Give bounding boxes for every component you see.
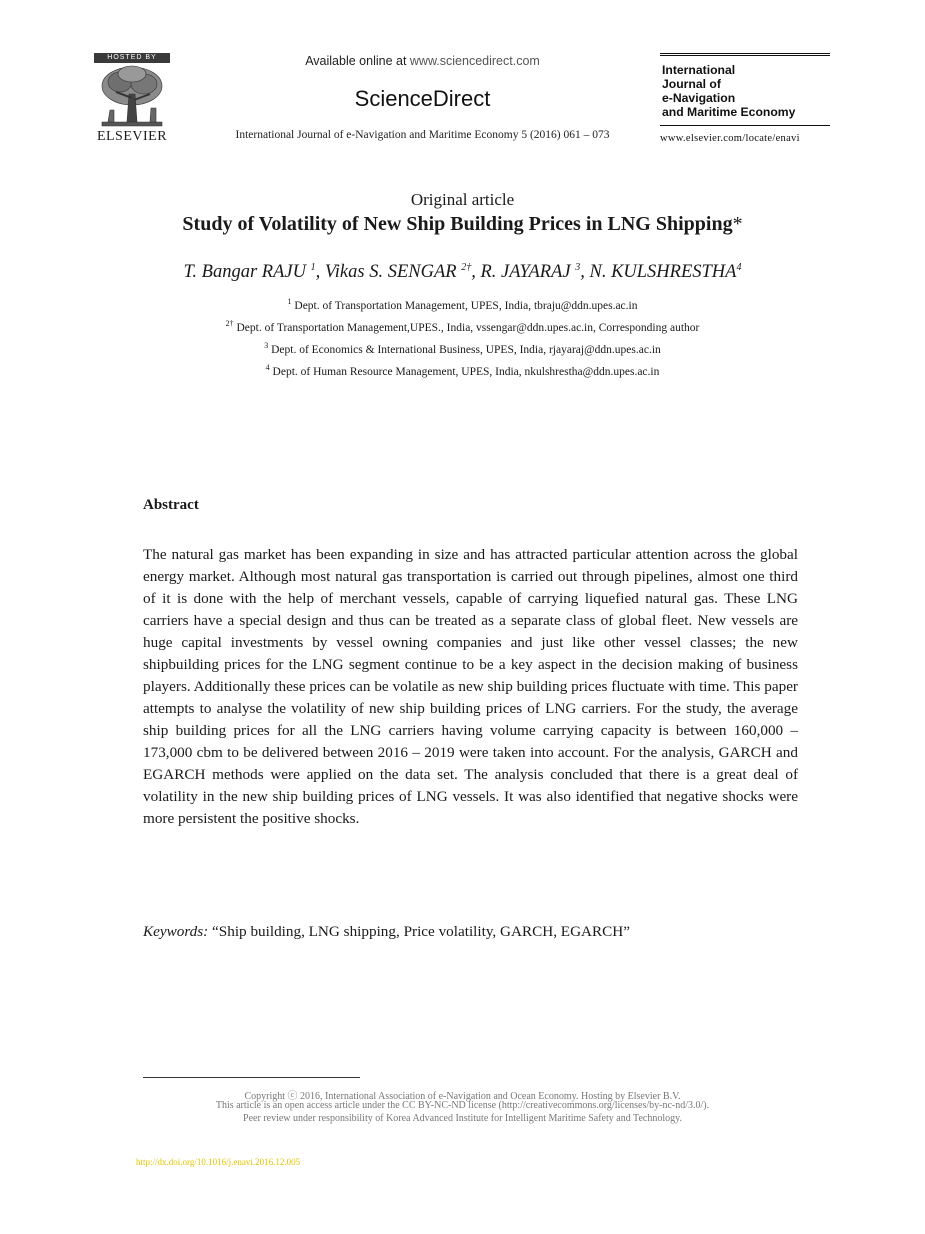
elsevier-logo [94,53,170,145]
author-affil-mark: 2† [461,262,472,273]
journal-title [662,63,795,119]
title-footnote-mark: * [732,213,743,235]
journal-citation: International Journal of e-Navigation and Maritime Economy 5 (2016) 061 – 073 [235,129,610,141]
hosted-by-label: HOSTED BY [94,53,170,63]
journal-title-line: and Maritime Economy [662,105,796,119]
copyright-line: Copyright ⓒ 2016, International Association of e-Navigation and Ocean Economy. Hosting by Elsevier B.V. [244,1091,681,1102]
author-name: , N. KULSHRESTHA [580,262,737,283]
journal-masthead [660,53,830,145]
affiliation-mark: 1 [287,297,292,306]
journal-title-line: e-Navigation [662,91,736,105]
doi-link[interactable]: http://dx.doi.org/10.1016/j.enavi.2016.12.005 [136,1157,301,1167]
available-online [200,54,645,68]
affiliation-mark: 3 [264,341,269,350]
keywords-label: Keywords: [143,923,209,940]
author-affil-mark: 3 [575,262,581,273]
abstract-body: The natural gas market has been expanding in size and has attracted particular attention across the global energy market. Although most natural gas transportation is carried out through pipelines, almost one third of it is done with the help of merchant vessels, capable of carrying liquefied natural gas. These LNG carriers have a special design and thus can be treated as a separate class of global fleet. New vessels are huge capital investments by vessel owning companies and just like other vessel classes; the new shipbuilding prices for the LNG segment continue to be a key aspect in the decision making of business players. Additionally these prices can be volatile as new ship building prices fluctuate with time. This paper attempts to analyse the volatility of new ship building prices of LNG carriers. For the study, the average ship building prices for all the LNG carriers having volume carrying capacity is between 160,000 – 173,000 cbm to be delivered between 2016 – 2019 were taken into account. For the analysis, GARCH and EGARCH methods were applied on the data set. The analysis concluded that there is a great deal of volatility in the new ship building prices of LNG vessels. It was also identified that negative shocks were more persistent the positive shocks. [143,546,798,827]
available-prefix: Available online at [305,54,410,68]
masthead-top-rule [660,53,830,59]
affiliation-text: Dept. of Economics & International Business, UPES, India, rjayaraj@ddn.upes.ac.in [268,343,661,356]
affiliation-mark: 4 [265,363,270,372]
article-title [0,213,925,236]
author-affil-mark: 1 [310,262,316,273]
journal-title-line: International [662,63,736,77]
affiliation [0,363,925,378]
article-type: Original article [410,190,515,209]
author-name: , Vikas S. SENGAR [315,262,462,283]
affiliation-text: Dept. of Human Resource Management, UPES, India, nkulshrestha@ddn.upes.ac.in [269,365,660,378]
author-affil-mark: 4 [736,262,742,273]
masthead-bottom-rule [660,125,830,126]
author-list [0,262,925,283]
affiliation [0,319,925,334]
affiliation [0,297,925,312]
author-name: , R. JAYARAJ [471,262,576,283]
peer-review-line: Peer review under responsibility of Korea Advanced Institute for Intelligent Maritime Safety and Technology. [243,1113,682,1124]
author-name: T. Bangar RAJU [183,262,311,283]
journal-title-line: Journal of [662,77,721,91]
affiliation-text: Dept. of Transportation Management,UPES., India, vssengar@ddn.upes.ac.in, Corresponding author [233,321,700,334]
abstract-heading: Abstract [143,497,199,513]
article-title-text: Study of Volatility of New Ship Building Prices in LNG Shipping [182,213,733,235]
license-line: This article is an open access article under the CC BY-NC-ND license (http://creativecommons.org/licenses/by-nc-nd/3.0/). [215,1100,710,1111]
keywords-value: “Ship building, LNG shipping, Price volatility, GARCH, EGARCH” [208,923,630,940]
affiliation [0,341,925,356]
elsevier-wordmark: ELSEVIER [96,129,168,144]
affiliation-mark: 2† [225,319,234,328]
affiliation-text: Dept. of Transportation Management, UPES, India, tbraju@ddn.upes.ac.in [291,299,638,312]
footnote-rule [143,1077,360,1078]
elsevier-tree-icon [96,64,168,128]
sciencedirect-url[interactable]: www.sciencedirect.com [409,54,540,68]
journal-url[interactable]: www.elsevier.com/locate/enavi [660,133,800,144]
keywords [143,923,630,941]
platform-name: ScienceDirect [354,86,491,111]
